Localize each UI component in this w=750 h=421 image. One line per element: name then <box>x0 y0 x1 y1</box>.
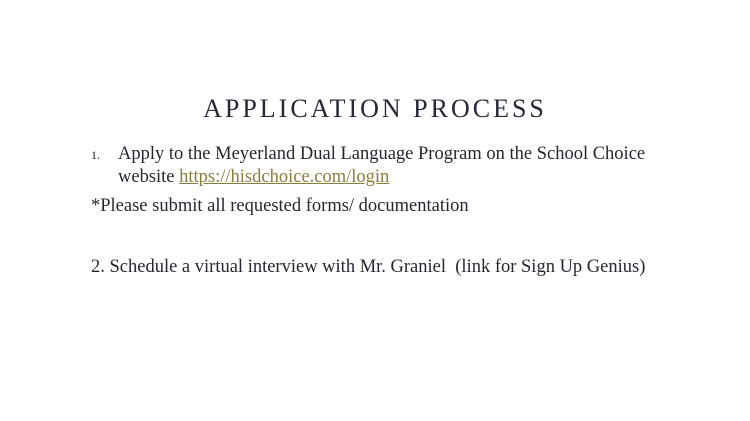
school-choice-link[interactable]: https://hisdchoice.com/login <box>179 167 390 187</box>
slide-title: APPLICATION PROCESS <box>203 94 547 123</box>
step-1-number: 1. <box>91 148 100 162</box>
documentation-note: *Please submit all requested forms/ documentation <box>91 196 469 216</box>
list-item-step-2: 2. Schedule a virtual interview with Mr. Graniel (link for Sign Up Genius) <box>91 257 646 277</box>
step-1-text: Apply to the Meyerland Dual Language Program on the School Choice website <box>118 144 646 187</box>
list-item-step-1 <box>91 143 691 189</box>
step-1-text-block <box>118 143 691 189</box>
